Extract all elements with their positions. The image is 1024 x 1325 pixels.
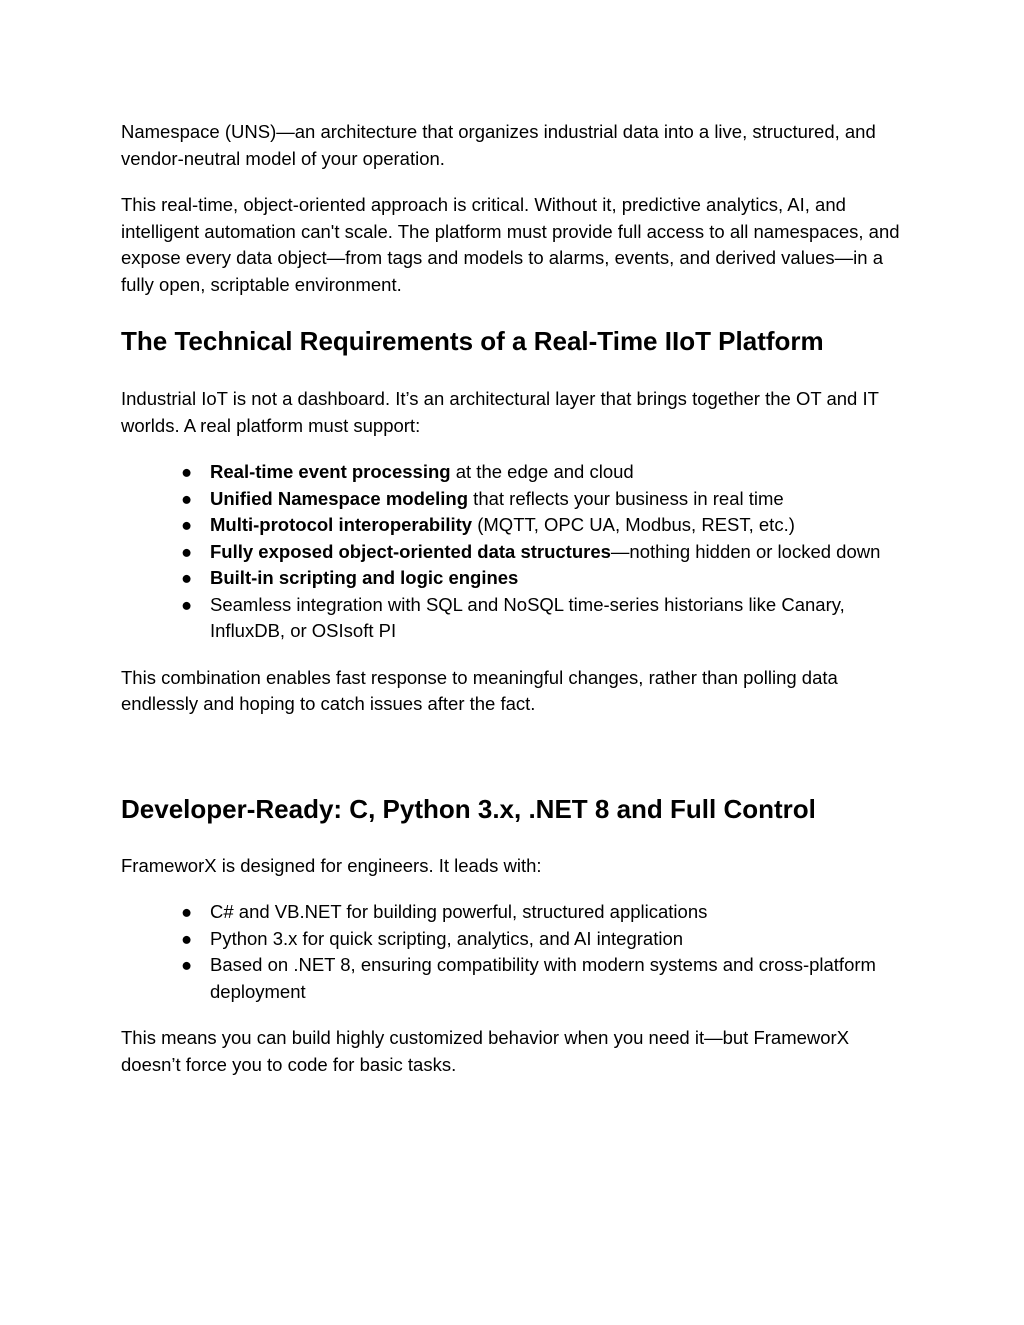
list-item-bold: Fully exposed object-oriented data structures: [210, 540, 611, 562]
combination-paragraph: This combination enables fast response to meaningful changes, rather than polling data endlessly and hoping to catch issues after the fact.: [121, 666, 838, 714]
bullet-icon: ●: [181, 901, 193, 922]
list-item: [121, 486, 911, 513]
list-item-text: —nothing hidden or locked down: [610, 540, 881, 562]
list-item-text: that reflects your business in real time: [468, 487, 784, 509]
bullet-icon: ●: [181, 593, 193, 615]
list-item: [121, 952, 911, 1005]
intro-paragraph: Namespace (UNS)—an architecture that organizes industrial data into a live, structured, and vendor-neutral model of your operation.: [121, 121, 876, 169]
list-item: [121, 539, 911, 566]
list-item: [121, 565, 911, 592]
closing-paragraph: This means you can build highly customized behavior when you need it—but FrameworX doesn’t force you to code for basic tasks.: [121, 1027, 850, 1075]
list-item-text: Seamless integration with SQL and NoSQL time-series historians like Canary, InfluxDB, or OSIsoft PI: [210, 593, 845, 641]
list-item-text: Python 3.x for quick scripting, analytics, and AI integration: [210, 927, 684, 949]
requirements-list: [121, 459, 911, 645]
list-item-text: Based on .NET 8, ensuring compatibility with modern systems and cross-platform deployment: [210, 954, 876, 1002]
bullet-icon: ●: [181, 954, 193, 975]
bullet-icon: ●: [181, 487, 193, 509]
bullet-icon: ●: [181, 514, 193, 535]
list-item: [121, 459, 911, 486]
realtime-paragraph: This real-time, object-oriented approach is critical. Without it, predictive analytics, AI, and intelligent automation can't scale. The platform must provide full access to all namespaces, and expose every data object—from tags and models to alarms, events, and derived values—in a fully open, scriptable environment.: [121, 194, 900, 295]
frameworx-intro-paragraph: FrameworX is designed for engineers. It leads with:: [121, 854, 542, 876]
list-item: [121, 512, 911, 539]
bullet-icon: ●: [181, 540, 193, 562]
developer-list: [121, 899, 911, 1005]
list-item-text: at the edge and cloud: [450, 461, 634, 482]
iiot-intro-paragraph: Industrial IoT is not a dashboard. It’s an architectural layer that brings together the OT and IT worlds. A real platform must support:: [121, 388, 879, 436]
developer-ready-heading: Developer-Ready: C, Python 3.x, .NET 8 and Full Control: [121, 793, 816, 824]
list-item-text: (MQTT, OPC UA, Modbus, REST, etc.): [472, 514, 795, 535]
list-item: [121, 592, 911, 645]
bullet-icon: ●: [181, 461, 193, 482]
list-item: [121, 899, 911, 926]
list-item-bold: Multi-protocol interoperability: [210, 514, 473, 535]
list-item-bold: Unified Namespace modeling: [210, 487, 469, 509]
list-item-text: C# and VB.NET for building powerful, structured applications: [210, 901, 708, 922]
bullet-icon: ●: [181, 927, 193, 949]
list-item-bold: Real-time event processing: [210, 461, 451, 482]
list-item: [121, 926, 911, 953]
list-item-bold: Built-in scripting and logic engines: [210, 567, 519, 588]
tech-requirements-heading: The Technical Requirements of a Real-Time IIoT Platform: [121, 326, 824, 356]
bullet-icon: ●: [181, 567, 193, 588]
document-page: [121, 119, 911, 1078]
